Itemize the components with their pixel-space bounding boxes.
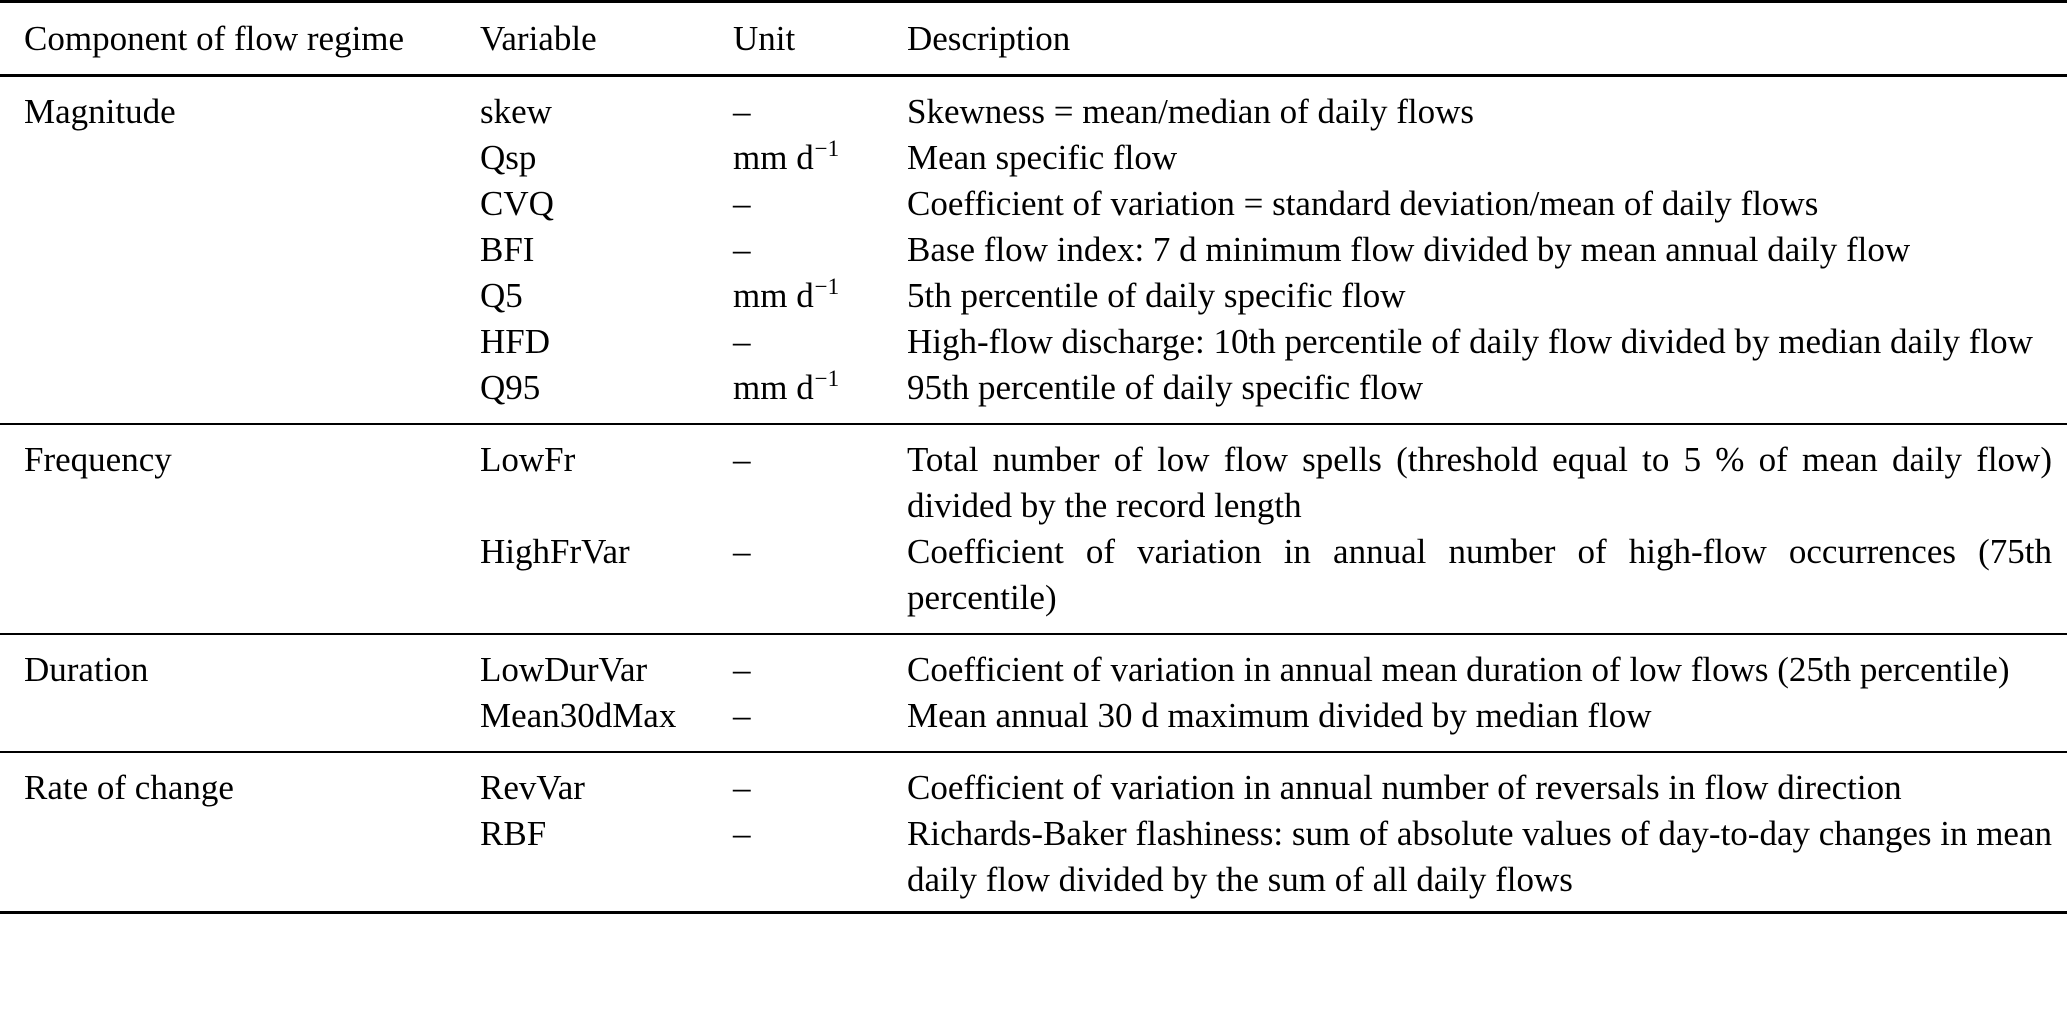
unit-text: – bbox=[733, 768, 751, 807]
variable-cell: Mean30dMax bbox=[480, 696, 677, 735]
variable-cell: LowDurVar bbox=[480, 650, 648, 689]
unit-text: mm d bbox=[733, 368, 814, 407]
variable-cell: HighFrVar bbox=[480, 532, 630, 571]
component-cell: Duration bbox=[24, 650, 149, 689]
description-cell: Coefficient of variation = standard deviation/mean of daily flows bbox=[907, 184, 1819, 223]
unit-text: – bbox=[733, 184, 751, 223]
variable-cell: CVQ bbox=[480, 184, 554, 223]
unit-cell bbox=[733, 319, 907, 365]
unit-text: – bbox=[733, 92, 751, 131]
description-cell: Coefficient of variation in annual number of high-flow occurrences (75th percentile) bbox=[907, 532, 2052, 617]
unit-exponent: −1 bbox=[814, 274, 840, 300]
unit-text: – bbox=[733, 230, 751, 269]
unit-text: – bbox=[733, 440, 751, 479]
description-cell: Mean annual 30 d maximum divided by median flow bbox=[907, 696, 1652, 735]
unit-cell bbox=[733, 634, 907, 693]
table-row bbox=[0, 752, 2067, 811]
unit-cell bbox=[733, 135, 907, 181]
table-row bbox=[0, 2, 2067, 76]
variable-cell: Qsp bbox=[480, 138, 537, 177]
unit-text: – bbox=[733, 696, 751, 735]
description-cell: Coefficient of variation in annual number of reversals in flow direction bbox=[907, 768, 1902, 807]
section-rate-of-change bbox=[0, 752, 2067, 913]
table-row bbox=[0, 76, 2067, 136]
variable-cell: LowFr bbox=[480, 440, 576, 479]
unit-text: – bbox=[733, 650, 751, 689]
table-row bbox=[0, 424, 2067, 529]
column-header-variable: Variable bbox=[480, 2, 733, 76]
description-cell: Mean specific flow bbox=[907, 138, 1178, 177]
unit-exponent: −1 bbox=[814, 136, 840, 162]
column-header-component: Component of flow regime bbox=[0, 2, 480, 76]
unit-cell bbox=[733, 227, 907, 273]
unit-cell bbox=[733, 273, 907, 319]
section-magnitude bbox=[0, 76, 2067, 425]
description-cell: 5th percentile of daily specific flow bbox=[907, 276, 1406, 315]
unit-cell bbox=[733, 811, 907, 913]
description-cell: High-flow discharge: 10th percentile of daily flow divided by median daily flow bbox=[907, 322, 2033, 361]
unit-cell bbox=[733, 693, 907, 752]
component-cell: Rate of change bbox=[24, 768, 234, 807]
unit-text: mm d bbox=[733, 276, 814, 315]
description-cell: Coefficient of variation in annual mean duration of low flows (25th percentile) bbox=[907, 650, 2010, 689]
table-header-row bbox=[0, 2, 2067, 76]
section-frequency bbox=[0, 424, 2067, 634]
table-row bbox=[0, 634, 2067, 693]
description-cell: Base flow index: 7 d minimum flow divided by mean annual daily flow bbox=[907, 230, 1911, 269]
column-header-unit: Unit bbox=[733, 2, 907, 76]
section-duration bbox=[0, 634, 2067, 752]
unit-cell bbox=[733, 424, 907, 529]
variable-cell: RBF bbox=[480, 814, 547, 853]
unit-cell bbox=[733, 76, 907, 136]
description-cell: 95th percentile of daily specific flow bbox=[907, 368, 1424, 407]
unit-cell bbox=[733, 752, 907, 811]
variable-cell: HFD bbox=[480, 322, 551, 361]
component-cell: Frequency bbox=[24, 440, 172, 479]
variable-cell: BFI bbox=[480, 230, 535, 269]
unit-text: – bbox=[733, 814, 751, 853]
variable-cell: Q95 bbox=[480, 368, 541, 407]
variable-cell: RevVar bbox=[480, 768, 585, 807]
unit-cell bbox=[733, 181, 907, 227]
variable-cell: Q5 bbox=[480, 276, 523, 315]
unit-text: mm d bbox=[733, 138, 814, 177]
description-cell: Richards-Baker flashiness: sum of absolute values of day-to-day changes in mean daily flow divided by the sum of all daily flows bbox=[907, 814, 2052, 899]
description-cell: Skewness = mean/median of daily flows bbox=[907, 92, 1474, 131]
unit-text: – bbox=[733, 322, 751, 361]
unit-cell bbox=[733, 365, 907, 424]
column-header-description: Description bbox=[907, 2, 2067, 76]
description-cell: Total number of low flow spells (threshold equal to 5 % of mean daily flow) divided by the record length bbox=[907, 440, 2052, 525]
unit-exponent: −1 bbox=[814, 366, 840, 392]
variable-cell: skew bbox=[480, 92, 552, 131]
unit-cell bbox=[733, 529, 907, 634]
component-cell: Magnitude bbox=[24, 92, 176, 131]
unit-text: – bbox=[733, 532, 751, 571]
